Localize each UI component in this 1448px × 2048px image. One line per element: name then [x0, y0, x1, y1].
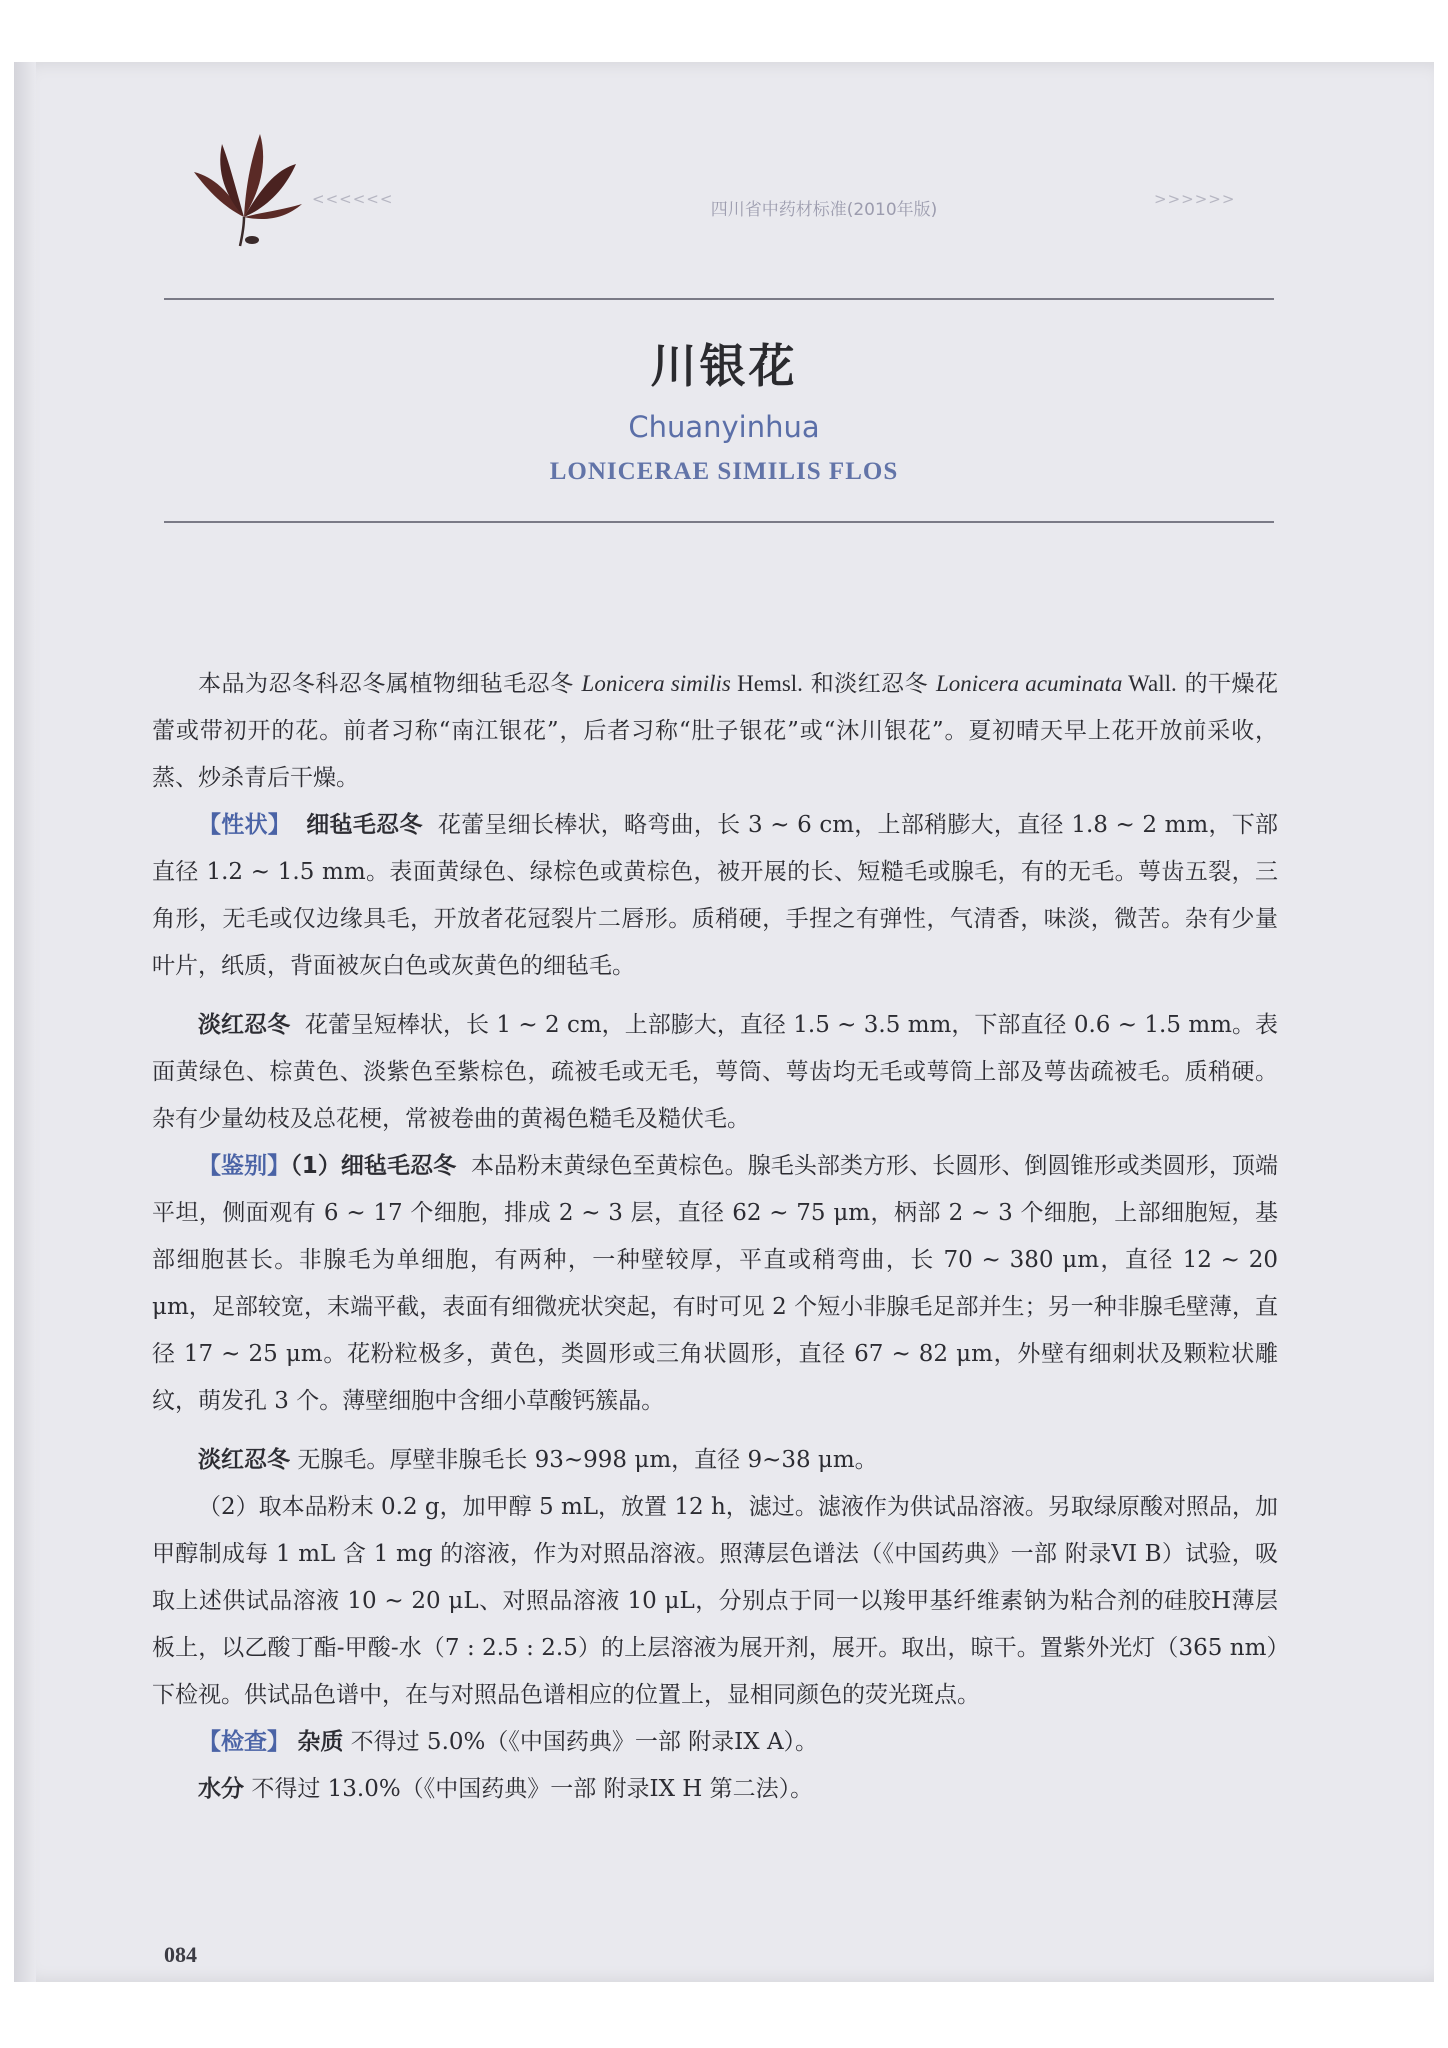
lotus-leaf-logo-icon	[174, 122, 314, 252]
paragraph-text: 不得过 5.0%（《中国药典》一部 附录IX A）。	[350, 1729, 819, 1755]
entry-title-chinese: 川银花	[650, 339, 798, 393]
entry-title-pinyin: Chuanyinhua	[628, 410, 820, 444]
subsection-heading: （1）细毡毛忍冬	[290, 1153, 457, 1179]
subsection-heading: 细毡毛忍冬	[306, 812, 423, 838]
xingzhuang-paragraph-2	[152, 1002, 1278, 1143]
paragraph-text: 花蕾呈细长棒状，略弯曲，长 3 ~ 6 cm，上部稍膨大，直径 1.8 ~ 2 mm，下部直径 1.2 ~ 1.5 mm。表面黄绿色、绿棕色或黄棕色，被开展的长、短糙毛或腺毛，有的无毛。萼齿五裂，三角形，无毛或仅边缘具毛，开放者花冠裂片二唇形。质稍硬，手捏之有弹性，气清香，味淡，微苦。杂有少量叶片，纸质，背面被灰白色或灰黄色的细毡毛。	[152, 812, 1279, 979]
subsection-heading: 淡红忍冬	[198, 1012, 291, 1038]
subsection-heading: 水分	[198, 1776, 244, 1802]
xingzhuang-paragraph-1	[152, 802, 1278, 990]
intro-text: 的干燥花蕾或带初开的花。前者习称“南江银花”，后者习称“肚子银花”或“沐川银花”。夏初晴天早上花开放前采收，蒸、炒杀青后干燥。	[152, 671, 1279, 791]
header-decoration-left: <<<<<<	[312, 190, 394, 208]
section-tag: 【鉴别】	[198, 1153, 291, 1179]
species-author: Wall.	[1122, 671, 1177, 696]
subsection-heading: 杂质	[297, 1729, 344, 1755]
header-decoration-right: >>>>>>	[1154, 190, 1236, 208]
paragraph-text: 不得过 13.0%（《中国药典》一部 附录IX H 第二法）。	[251, 1776, 814, 1802]
paragraph-text: 无腺毛。厚壁非腺毛长 93~998 μm，直径 9~38 μm。	[297, 1447, 878, 1473]
species-name: Lonicera similis	[581, 671, 731, 696]
jianbie-paragraph-3	[152, 1484, 1278, 1719]
intro-paragraph	[152, 660, 1278, 802]
title-rule-top	[164, 298, 1274, 300]
intro-text: 和淡红忍冬	[802, 671, 936, 697]
subsection-heading: 淡红忍冬	[198, 1447, 290, 1473]
page-number: 084	[164, 1942, 197, 1967]
book-page	[14, 62, 1434, 1982]
section-tag: 【检查】	[198, 1729, 290, 1755]
species-author: Hemsl.	[730, 671, 803, 696]
paragraph-text: （2）取本品粉末 0.2 g，加甲醇 5 mL，放置 12 h，滤过。滤液作为供试品溶液。另取绿原酸对照品，加甲醇制成每 1 mL 含 1 mg 的溶液，作为对照品溶液。照薄层色谱法（《中国药典》一部 附录VI B）试验，吸取上述供试品溶液 10 ~ 20 μL、对照品溶液 10 μL，分别点于同一以羧甲基纤维素钠为粘合剂的硅胶H薄层板上，以乙酸丁酯-甲酸-水（7 : 2.5 : 2.5）的上层溶液为展开剂，展开。取出，晾干。置紫外光灯（365 nm）下检视。供试品色谱中，在与对照品色谱相应的位置上，显相同颜色的荧光斑点。	[152, 1494, 1278, 1708]
jianbie-paragraph-2	[152, 1437, 1278, 1484]
jiancha-paragraph-2	[152, 1766, 1278, 1813]
intro-text: 本品为忍冬科忍冬属植物细毡毛忍冬	[198, 671, 582, 697]
jiancha-paragraph-1	[152, 1719, 1278, 1766]
title-rule-bottom	[164, 521, 1274, 523]
running-header: 四川省中药材标准(2010年版)	[710, 200, 938, 220]
section-tag: 【性状】	[198, 812, 292, 838]
species-name: Lonicera acuminata	[935, 671, 1123, 696]
monograph-body	[152, 660, 1278, 1813]
jianbie-paragraph-1	[152, 1143, 1278, 1425]
paragraph-text: 花蕾呈短棒状，长 1 ~ 2 cm，上部膨大，直径 1.5 ~ 3.5 mm，下部直径 0.6 ~ 1.5 mm。表面黄绿色、棕黄色、淡紫色至紫棕色，疏被毛或无毛，萼筒、萼齿均无毛或萼筒上部及萼齿疏被毛。质稍硬。杂有少量幼枝及总花梗，常被卷曲的黄褐色糙毛及糙伏毛。	[152, 1012, 1278, 1132]
paragraph-text: 本品粉末黄绿色至黄棕色。腺毛头部类方形、长圆形、倒圆锥形或类圆形，顶端平坦，侧面观有 6 ~ 17 个细胞，排成 2 ~ 3 层，直径 62 ~ 75 μm，柄部 2 ~ 3 个细胞，上部细胞短，基部细胞甚长。非腺毛为单细胞，有两种，一种壁较厚，平直或稍弯曲，长 70 ~ 380 μm，直径 12 ~ 20 μm，足部较宽，末端平截，表面有细微疣状突起，有时可见 2 个短小非腺毛足部并生；另一种非腺毛壁薄，直径 17 ~ 25 μm。花粉粒极多，黄色，类圆形或三角状圆形，直径 67 ~ 82 μm，外壁有细刺状及颗粒状雕纹，萌发孔 3 个。薄壁细胞中含细小草酸钙簇晶。	[152, 1153, 1279, 1414]
entry-title-latin: LONICERAE SIMILIS FLOS	[549, 458, 899, 485]
